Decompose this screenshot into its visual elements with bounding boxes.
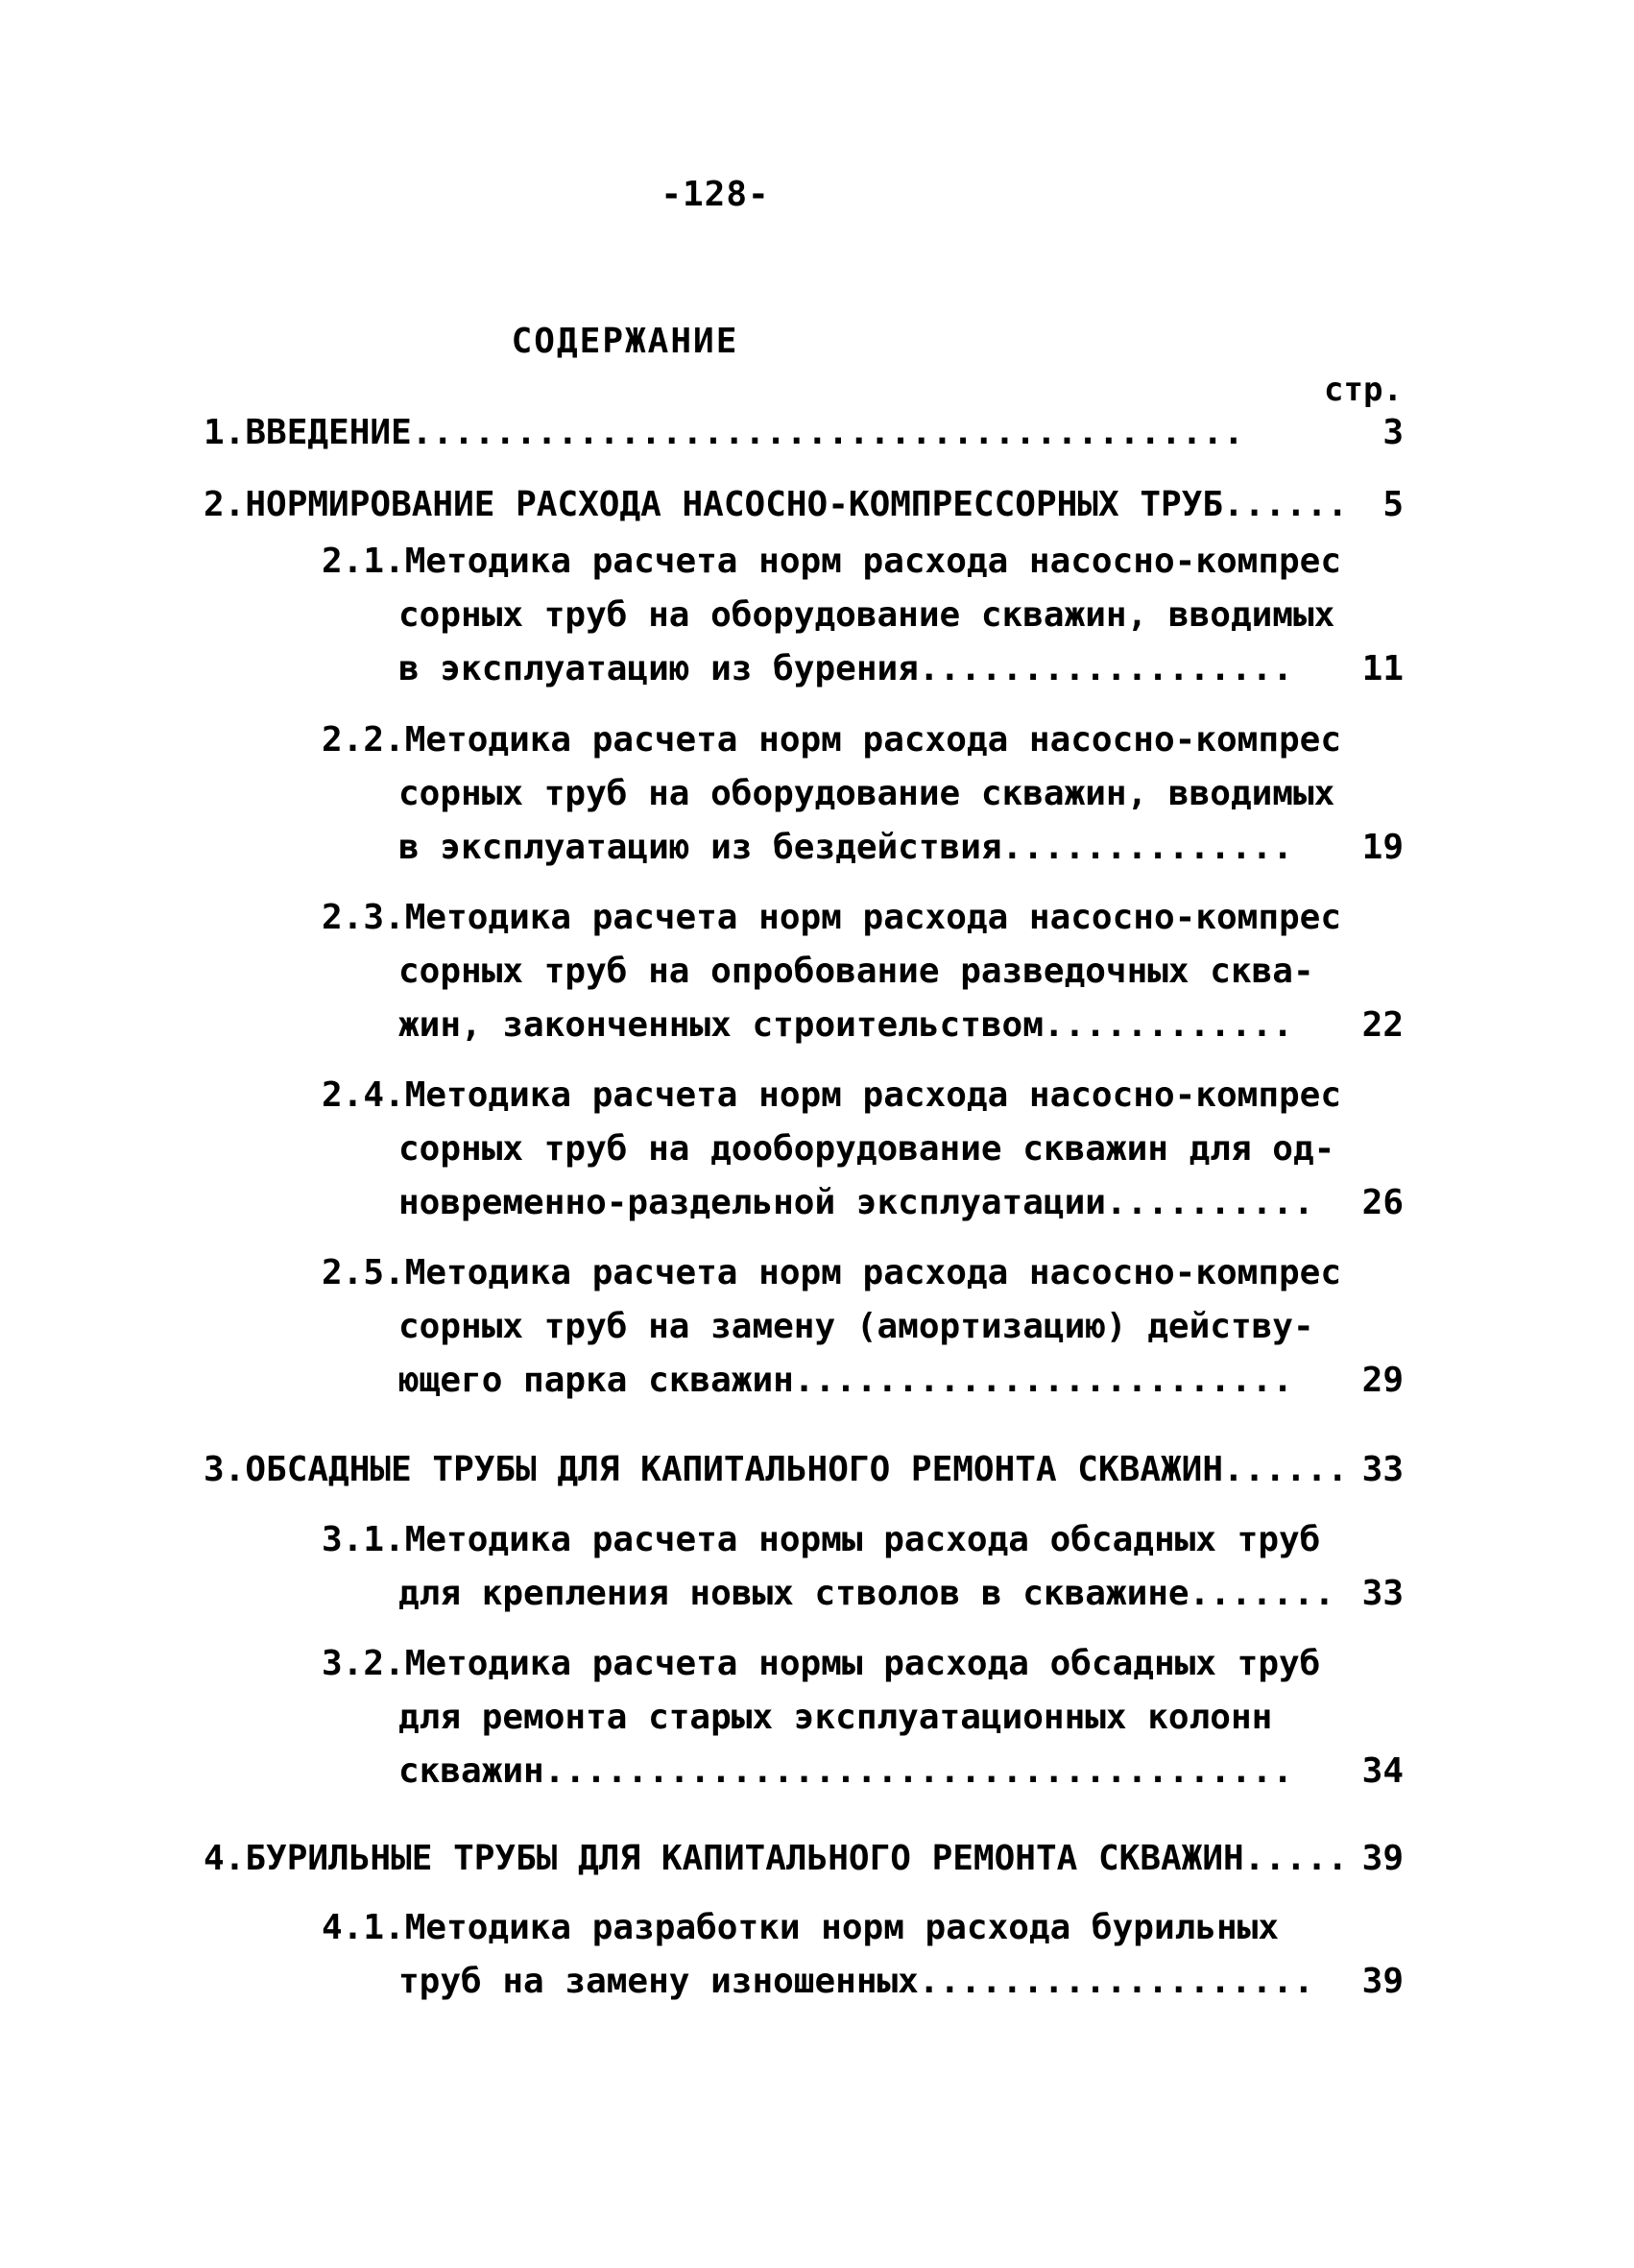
toc-entry-2[interactable] (204, 478, 1404, 532)
toc-entry-text: 3.ОБСАДНЫЕ ТРУБЫ ДЛЯ КАПИТАЛЬНОГО РЕМОНТА СКВАЖИН...... (204, 1450, 1349, 1489)
toc-entry-2-4[interactable] (322, 1069, 1404, 1230)
toc-entry-text: новременно-раздельной эксплуатации.......... (398, 1183, 1314, 1222)
toc-entry-3[interactable] (204, 1443, 1404, 1497)
toc-entry-3-2[interactable] (322, 1637, 1404, 1798)
toc-entry-text: 2.4.Методика расчета норм расхода насосно-компрес (322, 1075, 1342, 1115)
toc-entry-text: 1.ВВЕДЕНИЕ........................................ (204, 413, 1244, 452)
toc-entry-text: для ремонта старых эксплуатационных колонн (398, 1698, 1273, 1737)
toc-entry-text: сорных труб на оборудование скважин, вводимых (398, 595, 1335, 635)
toc-entry-text: 2.5.Методика расчета норм расхода насосно-компрес (322, 1253, 1342, 1292)
toc-entry-page: 39 (1361, 1839, 1404, 1878)
toc-entry-text: 2.2.Методика расчета норм расхода насосно-компрес (322, 720, 1342, 760)
toc-entry-page: 29 (1361, 1361, 1404, 1400)
toc-entry-2-5[interactable] (322, 1246, 1404, 1408)
toc-entry-3-1[interactable] (322, 1513, 1404, 1621)
toc-entry-text: ющего парка скважин........................ (398, 1361, 1293, 1400)
toc-entry-text: в эксплуатацию из бурения.................. (398, 649, 1293, 688)
page-number: -128- (661, 175, 770, 214)
toc-entry-page: 11 (1361, 649, 1404, 688)
toc-entry-page: 19 (1361, 828, 1404, 867)
toc-entry-text: 3.1.Методика расчета нормы расхода обсадных труб (322, 1520, 1321, 1559)
toc-entry-text: 2.1.Методика расчета норм расхода насосно-компрес (322, 542, 1342, 581)
toc-entry-page: 5 (1382, 485, 1404, 524)
toc-entry-text: жин, законченных строительством............ (398, 1005, 1293, 1045)
toc-entry-1[interactable] (204, 406, 1404, 460)
toc-entry-text: 4.1.Методика разработки норм расхода бурильных (322, 1908, 1279, 1947)
toc-entry-2-3[interactable] (322, 891, 1404, 1052)
toc-entry-text: в эксплуатацию из бездействия.............. (398, 828, 1293, 867)
toc-entry-2-2[interactable] (322, 713, 1404, 875)
toc-title: СОДЕРЖАНИЕ (511, 322, 739, 361)
toc-entry-page: 26 (1361, 1183, 1404, 1222)
toc-entry-text: 4.БУРИЛЬНЫЕ ТРУБЫ ДЛЯ КАПИТАЛЬНОГО РЕМОНТА СКВАЖИН..... (204, 1839, 1349, 1878)
toc-entry-page: 3 (1382, 413, 1404, 452)
toc-entry-page: 34 (1361, 1751, 1404, 1791)
toc-entry-page: 33 (1361, 1574, 1404, 1613)
toc-entry-page: 39 (1361, 1962, 1404, 2001)
toc-entry-2-1[interactable] (322, 535, 1404, 696)
toc-entry-text: для крепления новых стволов в скважине....... (398, 1574, 1335, 1613)
toc-entry-text: сорных труб на оборудование скважин, вводимых (398, 774, 1335, 813)
toc-entry-text: скважин.................................... (398, 1751, 1293, 1791)
toc-entry-text: 2.НОРМИРОВАНИЕ РАСХОДА НАСОСНО-КОМПРЕССОРНЫХ ТРУБ...... (204, 485, 1349, 524)
toc-entry-text: сорных труб на опробование разведочных сква- (398, 952, 1314, 991)
toc-entry-page: 22 (1361, 1005, 1404, 1045)
toc-entry-text: труб на замену изношенных................... (398, 1962, 1314, 2001)
toc-entry-page: 33 (1361, 1450, 1404, 1489)
toc-entry-text: 3.2.Методика расчета нормы расхода обсадных труб (322, 1644, 1321, 1683)
toc-entry-4[interactable] (204, 1832, 1404, 1886)
page-column-label: стр. (1324, 371, 1403, 409)
toc-entry-text: 2.3.Методика расчета норм расхода насосно-компрес (322, 898, 1342, 937)
toc-entry-text: сорных труб на замену (амортизацию) действу- (398, 1307, 1314, 1346)
toc-entry-text: сорных труб на дооборудование скважин для од- (398, 1129, 1335, 1169)
toc-entry-4-1[interactable] (322, 1901, 1404, 2009)
